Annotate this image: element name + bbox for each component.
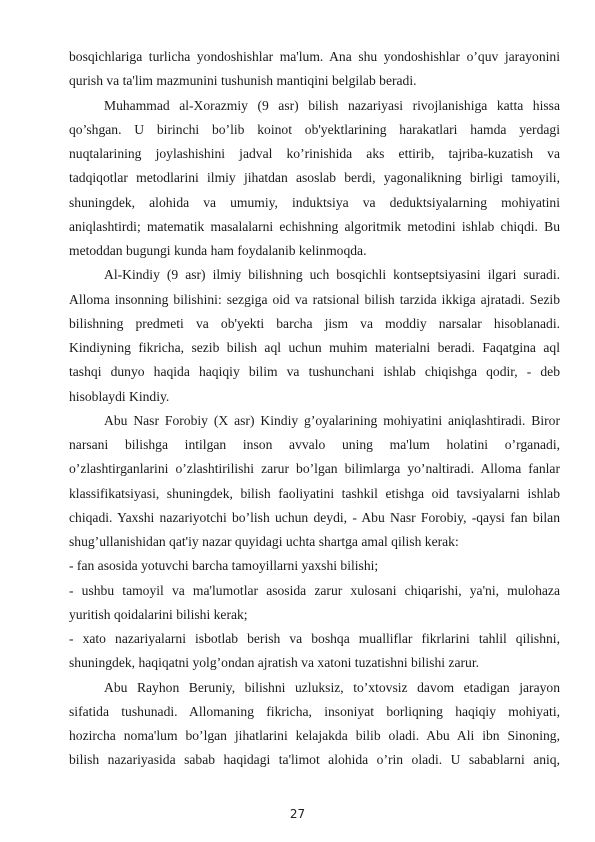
text-line: - ushbu tamoyil va ma'lumotlar asosida zarur xulosani chiqarishi, ya'ni, mulohaza bbox=[69, 582, 560, 598]
text-line: bilishning predmeti va ob'yekti barcha jism va moddiy narsalar hisoblanadi. bbox=[69, 315, 560, 331]
text-line: narsani bilishga intilgan inson avvalo uning ma'lum holatini o’rganadi, bbox=[69, 437, 560, 452]
text-line: Al-Kindiy (9 asr) ilmiy bilishning uch bosqichli kontseptsiyasini ilgari suradi. bbox=[104, 267, 560, 283]
text-line: Muhammad al-Xorazmiy (9 asr) bilish nazariyasi rivojlanishiga katta hissa bbox=[104, 97, 560, 113]
text-line: hisoblaydi Kindiy. bbox=[69, 388, 170, 404]
text-line: sifatida tushunadi. Allomaning fikricha, insoniyat borliqning haqiqiy mohiyati, bbox=[69, 703, 560, 719]
text-line: hozircha noma'lum bo’lgan jihatlarini kelajakda bilib oladi. Abu Ali ibn Sinoning, bbox=[69, 728, 560, 743]
text-line: - xato nazariyalarni isbotlab berish va boshqa mualliflar fikrlarini tahlil qilishni, bbox=[69, 631, 560, 646]
text-line: chiqadi. Yaxshi nazariyotchi bo’lish uchun deydi, - Abu Nasr Forobiy, -qaysi fan bilan bbox=[69, 509, 560, 525]
text-line: tadqiqotlar metodlarini ilmiy jihatdan asoslab berdi, yagonalikning birligi tamoyili, bbox=[69, 170, 560, 186]
text-line: shuningdek, haqiqatni yolg’ondan ajratish va xatoni tuzatishni bilishi zarur. bbox=[69, 655, 479, 671]
text-line: bosqichlariga turlicha yondoshishlar ma'lum. Ana shu yondoshishlar o’quv jarayonini bbox=[69, 49, 560, 64]
text-line: o’zlashtirganlarini o’zlashtirilishi zarur bo’lgan bilimlarga yo’naltiradi. Alloma fanlar bbox=[69, 461, 560, 477]
text-line: shug’ullanishidan qat'iy nazar quyidagi uchta shartga amal qilish kerak: bbox=[69, 534, 459, 549]
text-line: tashqi dunyo haqida haqiqiy bilim va tushunchani ishlab chiqishga qodir, - deb bbox=[69, 364, 560, 380]
page-number: 27 bbox=[289, 807, 306, 821]
text-line: Abu Nasr Forobiy (X asr) Kindiy g’oyalarining mohiyatini aniqlashtiradi. Biror bbox=[104, 412, 560, 428]
document-body bbox=[69, 45, 560, 773]
text-line: Abu Rayhon Beruniy, bilishni uzluksiz, to’xtovsiz davom etadigan jarayon bbox=[104, 679, 560, 695]
text-line: qo’shgan. U birinchi bo’lib koinot ob'yektlarining harakatlari hamda yerdagi bbox=[69, 121, 560, 137]
text-line: metoddan bugungi kunda ham foydalanib kelinmoqda. bbox=[69, 243, 367, 258]
text-line: yuritish qoidalarini bilishi kerak; bbox=[69, 606, 248, 622]
text-line: shuningdek, alohida va umumiy, induktsiya va deduktsiyalarning mohiyatini bbox=[69, 194, 560, 210]
text-line: aniqlashtirdi; matematik masalalarni echishning algoritmik metodini ishlab chiqdi. Bu bbox=[69, 218, 560, 234]
text-line: nuqtalarining joylashishini jadval ko’rinishida aks ettirib, tajriba-kuzatish va bbox=[69, 146, 560, 161]
text-line: - fan asosida yotuvchi barcha tamoyillarni yaxshi bilishi; bbox=[69, 558, 379, 574]
text-line: Kindiyning fikricha, sezib bilish aql uchun muhim materialni beradi. Faqatgina aql bbox=[69, 340, 560, 355]
text-line: bilish nazariyasida sabab haqidagi ta'limot alohida o’rin oladi. U sabablarni aniq, bbox=[69, 752, 560, 768]
text-line: klassifikatsiyasi, shuningdek, bilish faoliyatini tashkil etishga oid tavsiyalarni ishlab bbox=[69, 485, 560, 501]
text-line: Alloma insonning bilishini: sezgiga oid va ratsional bilish tarzida ikkiga ajratadi. Sezib bbox=[69, 291, 560, 307]
text-line: qurish va ta'lim mazmunini tushunish mantiqini belgilab beradi. bbox=[69, 73, 417, 89]
